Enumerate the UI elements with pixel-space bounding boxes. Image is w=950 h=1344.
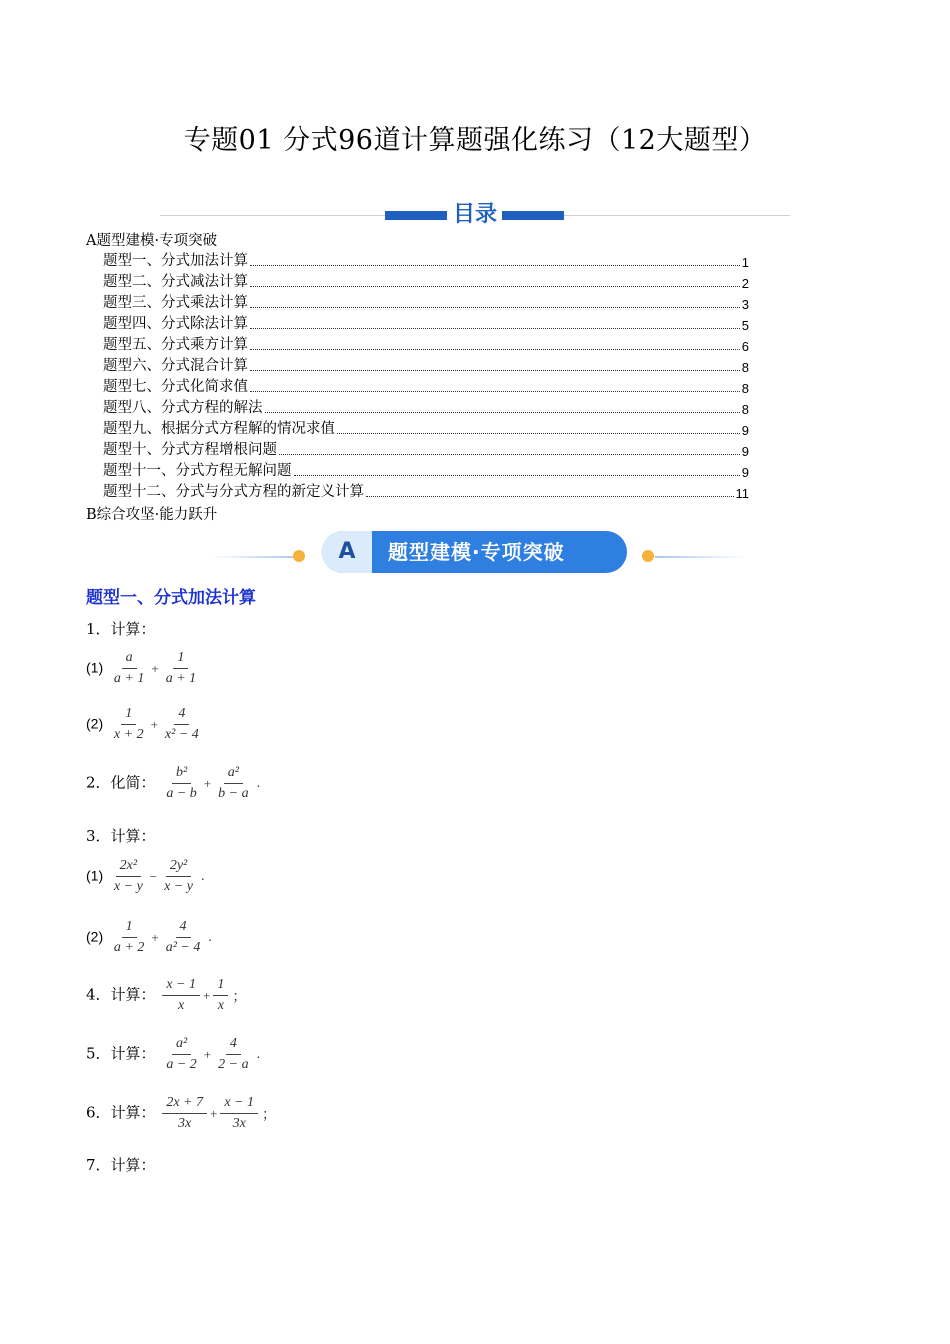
question-5: 5．计算： $\frac{\text{a²}}{a - 2}$ + $\frac{4}{2 - a}$ . [86, 1036, 261, 1072]
fraction-expression: $\frac{x - 1}{x}$ + $\frac{1}{x}$ ； [160, 977, 246, 1014]
page-title: 专题01 分式96道计算题强化练习（12大题型） [183, 125, 767, 156]
question-2: 2．化简： $\frac{\text{b²}}{a - b}$ + $\frac{\text{a²}}{b - a}$ . [86, 765, 261, 801]
question-6: 6．计算： $\frac{2x + 7}{3x}$ + $\frac{x - 1}{3x}$ ； [86, 1095, 277, 1131]
question-1: 1．计算： [86, 620, 156, 638]
toc-item[interactable]: 题型十一、分式方程无解问题 9 [103, 463, 749, 480]
toc-item[interactable]: 题型九、根据分式方程解的情况求值 9 [103, 421, 749, 438]
banner-text: 题型建模·专项突破 [388, 540, 565, 564]
fraction-expression: $\frac{\text{2x²}}{x - y}$ − $\frac{\text{2y²}}{x - y}$ . [113, 858, 205, 894]
fraction-expression: $\frac{1}{a + 2}$ + $\frac{4}{\text{a² − 4}}$ . [113, 919, 212, 955]
toc-accent-bar-left [385, 211, 447, 220]
question-7: 7．计算： [86, 1156, 156, 1174]
toc-section-b[interactable]: B综合攻坚·能力跃升 [86, 507, 218, 523]
toc-item[interactable]: 题型二、分式减法计算 2 [103, 274, 749, 291]
toc-divider-right [560, 215, 790, 216]
toc-item[interactable]: 题型七、分式化简求值 8 [103, 379, 749, 396]
toc-accent-bar-right [502, 211, 564, 220]
toc-divider-left [160, 215, 390, 216]
toc-item[interactable]: 题型一、分式加法计算 1 [103, 253, 749, 270]
toc-item[interactable]: 题型六、分式混合计算 8 [103, 358, 749, 375]
fraction-expression: $\frac{2x + 7}{3x}$ + $\frac{x - 1}{3x}$ ； [160, 1095, 276, 1132]
banner-dot-left [293, 550, 305, 562]
banner-letter: A [322, 531, 372, 573]
fraction-expression: $\frac{1}{x + 2}$ + $\frac{4}{\text{x² − 4}}$ [113, 706, 199, 742]
fraction-expression: $\frac{\text{b²}}{a - b}$ + $\frac{\text{a²}}{b - a}$ . [166, 765, 261, 801]
toc-item[interactable]: 题型十二、分式与分式方程的新定义计算 11 [103, 484, 749, 501]
banner-line-left [210, 556, 300, 558]
fraction-expression: $\frac{a}{a + 1}$ + $\frac{1}{a + 1}$ [113, 650, 197, 686]
section-title: 题型一、分式加法计算 [86, 588, 256, 608]
toc-item[interactable]: 题型八、分式方程的解法 8 [103, 400, 749, 417]
toc-heading: 目录 [452, 202, 497, 227]
fraction-expression: $\frac{\text{a²}}{a - 2}$ + $\frac{4}{2 - a}$ . [166, 1036, 261, 1072]
question-3: 3．计算： [86, 827, 156, 845]
section-banner [322, 531, 627, 573]
toc-item[interactable]: 题型三、分式乘法计算 3 [103, 295, 749, 312]
toc-item[interactable]: 题型四、分式除法计算 5 [103, 316, 749, 333]
question-1-part-2: (2) $\frac{1}{x + 2}$ + $\frac{4}{\text{x² − 4}}$ [86, 706, 205, 743]
question-4: 4．计算： $\frac{x - 1}{x}$ + $\frac{1}{x}$ ； [86, 977, 247, 1013]
toc-item[interactable]: 题型十、分式方程增根问题 9 [103, 442, 749, 459]
banner-dot-right [642, 550, 654, 562]
toc-item[interactable]: 题型五、分式乘方计算 6 [103, 337, 749, 354]
question-3-part-2: (2) $\frac{1}{a + 2}$ + $\frac{4}{\text{a² − 4}}$ . [86, 919, 212, 955]
question-3-part-1: (1) $\frac{\text{2x²}}{x - y}$ − $\frac{\text{2y²}}{x - y}$ . [86, 858, 205, 894]
question-1-part-1: (1) $\frac{a}{a + 1}$ + $\frac{1}{a + 1}$ [86, 650, 202, 687]
banner-line-right [655, 556, 745, 558]
toc-section-a[interactable]: A题型建模·专项突破 [86, 233, 218, 249]
